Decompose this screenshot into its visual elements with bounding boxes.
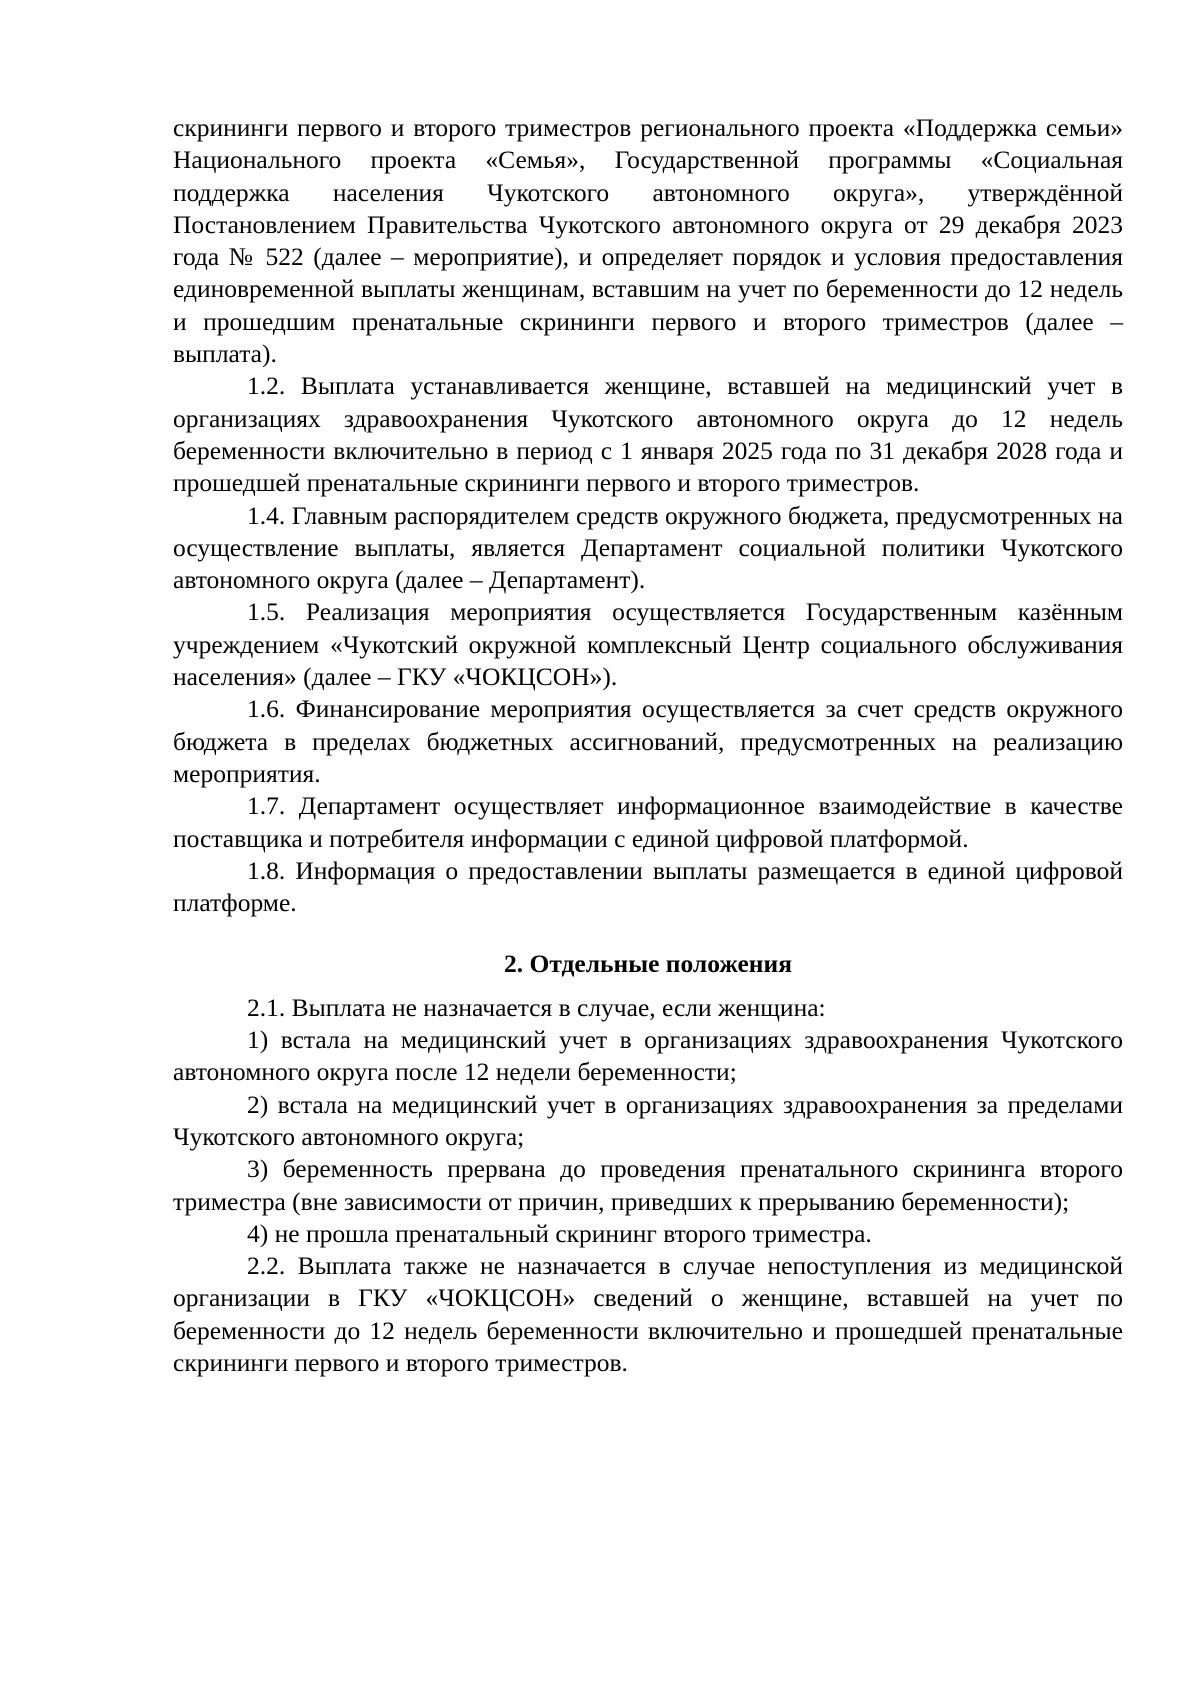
paragraph-1-4: 1.4. Главным распорядителем средств окружного бюджета, предусмотренных на осуществление выплаты, является Департамент социальной политики Чукотского автономного округа (далее – Департамент). [173, 500, 1123, 595]
list-item-4: 4) не прошла пренатальный скрининг второго триместра. [247, 1218, 872, 1248]
paragraph-2-1: 2.1. Выплата не назначается в случае, если женщина: [247, 992, 826, 1022]
paragraph-1-7: 1.7. Департамент осуществляет информационное взаимодействие в качестве поставщика и потребителя информации с единой цифровой платформой. [173, 791, 1123, 853]
list-item-2: 2) встала на медицинский учет в организациях здравоохранения за пределами Чукотского автономного округа; [173, 1089, 1123, 1151]
list-item-3: 3) беременность прервана до проведения пренатального скрининга второго триместра (вне зависимости от причин, приведших к прерыванию беременности); [173, 1154, 1123, 1216]
paragraph-1-8: 1.8. Информация о предоставлении выплаты размещается в единой цифровой платформе. [173, 855, 1123, 918]
paragraph-1-2: 1.2. Выплата устанавливается женщине, вставшей на медицинский учет в организациях здравоохранения Чукотского автономного округа до 12 недель беременности включительно в период с 1 января 2025 года по 31 декабря 2028 года и прошедшей пренатальные скрининги первого и второго триместров. [173, 371, 1123, 498]
paragraph-continuation: скрининги первого и второго триместров регионального проекта «Поддержка семьи» Национального проекта «Семья», Государственной программы «Социальная поддержка населения Чукотского автономного округа», утверждённой Постановлением Правительства Чукотского автономного округа от 29 декабря 2023 года № 522 (далее – мероприятие), и определяет порядок и условия предоставления единовременной выплаты женщинам, вставшим на учет по беременности до 12 недель и прошедшим пренатальные скрининги первого и второго триместров (далее – выплата). [173, 113, 1123, 369]
paragraph-1-6: 1.6. Финансирование мероприятия осуществляется за счет средств окружного бюджета в пределах бюджетных ассигнований, предусмотренных на реализацию мероприятия. [173, 694, 1123, 788]
document-body [173, 112, 1123, 1379]
section-2-heading: 2. Отдельные положения [503, 949, 792, 979]
paragraph-1-5: 1.5. Реализация мероприятия осуществляется Государственным казённым учреждением «Чукотский окружной комплексный Центр социального обслуживания населения» (далее – ГКУ «ЧОКЦСОН»). [173, 597, 1123, 692]
paragraph-2-2: 2.2. Выплата также не назначается в случае непоступления из медицинской организации в ГКУ «ЧОКЦСОН» сведений о женщине, вставшей на учет по беременности до 12 недель беременности включительно и прошедшей пренатальные скрининги первого и второго триместров. [173, 1251, 1123, 1377]
list-item-1: 1) встала на медицинский учет в организациях здравоохранения Чукотского автономного округа после 12 недели беременности; [173, 1025, 1123, 1087]
